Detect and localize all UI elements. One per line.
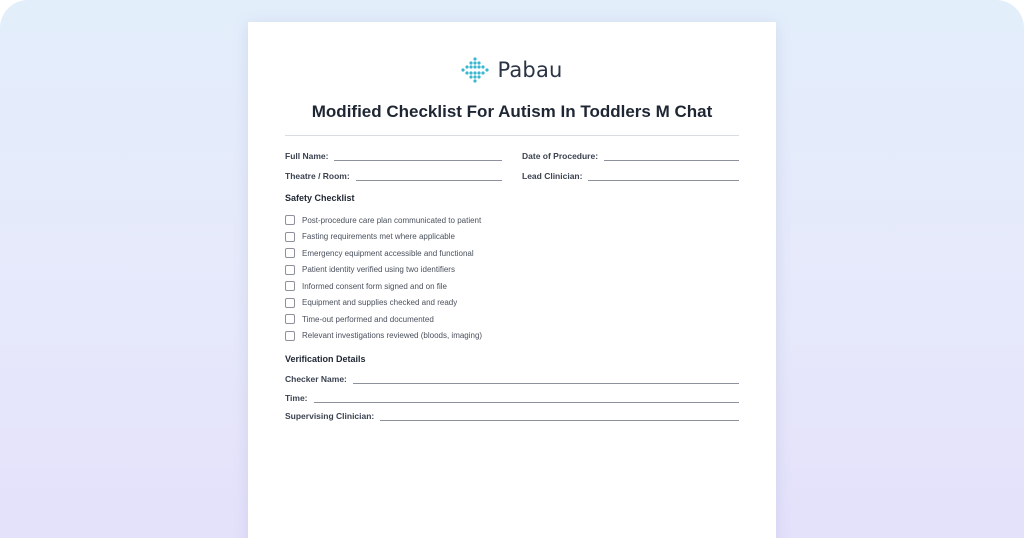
checkbox[interactable]: [285, 314, 295, 324]
lead-clinician-label: Lead Clinician:: [522, 171, 583, 181]
checklist-item[interactable]: [285, 229, 482, 246]
checklist-item[interactable]: [285, 245, 482, 262]
full-name-field[interactable]: [285, 151, 502, 161]
date-of-procedure-field[interactable]: [522, 151, 739, 161]
verification-details-heading: Verification Details: [285, 354, 366, 364]
brand-name: Pabau: [497, 58, 563, 82]
lead-clinician-field[interactable]: [522, 171, 739, 181]
theatre-room-field[interactable]: [285, 171, 502, 181]
time-line[interactable]: [314, 395, 739, 403]
brand-logo: [248, 56, 776, 84]
safety-checklist-heading: Safety Checklist: [285, 193, 355, 203]
checklist-item[interactable]: [285, 311, 482, 328]
checklist-item-label: Time-out performed and documented: [302, 314, 434, 324]
checkbox[interactable]: [285, 281, 295, 291]
checkbox[interactable]: [285, 298, 295, 308]
checkbox[interactable]: [285, 265, 295, 275]
checkbox[interactable]: [285, 232, 295, 242]
checkbox[interactable]: [285, 215, 295, 225]
checklist-item-label: Informed consent form signed and on file: [302, 281, 447, 291]
full-name-label: Full Name:: [285, 151, 329, 161]
supervising-clinician-label: Supervising Clinician:: [285, 411, 375, 421]
title-divider: [285, 135, 739, 136]
date-of-procedure-label: Date of Procedure:: [522, 151, 599, 161]
document-sheet: [248, 22, 776, 538]
time-label: Time:: [285, 393, 308, 403]
checklist-item-label: Post-procedure care plan communicated to patient: [302, 215, 482, 225]
checkbox[interactable]: [285, 248, 295, 258]
supervising-clinician-field[interactable]: [285, 411, 739, 421]
checker-name-label: Checker Name:: [285, 374, 347, 384]
pabau-diamond-logo-icon: [461, 56, 489, 84]
checker-name-field[interactable]: [285, 374, 739, 384]
date-of-procedure-line[interactable]: [604, 153, 739, 161]
full-name-line[interactable]: [334, 153, 502, 161]
checklist-item-label: Patient identity verified using two identifiers: [302, 265, 455, 275]
document-title: Modified Checklist For Autism In Toddlers M Chat: [311, 102, 713, 121]
checklist-item-label: Equipment and supplies checked and ready: [302, 298, 458, 308]
theatre-room-label: Theatre / Room:: [285, 171, 350, 181]
theatre-room-line[interactable]: [356, 173, 502, 181]
checklist-item-label: Emergency equipment accessible and functional: [302, 248, 474, 258]
checklist-item[interactable]: [285, 295, 482, 312]
time-field[interactable]: [285, 393, 739, 403]
checklist-item-label: Relevant investigations reviewed (bloods, imaging): [302, 331, 483, 341]
safety-checklist: [285, 212, 482, 344]
supervising-clinician-line[interactable]: [380, 413, 739, 421]
checklist-item[interactable]: [285, 212, 482, 229]
checkbox[interactable]: [285, 331, 295, 341]
checklist-item[interactable]: [285, 278, 482, 295]
lead-clinician-line[interactable]: [588, 173, 739, 181]
checklist-item[interactable]: [285, 262, 482, 279]
checker-name-line[interactable]: [353, 376, 739, 384]
checklist-item-label: Fasting requirements met where applicable: [302, 232, 455, 242]
checklist-item[interactable]: [285, 328, 482, 345]
